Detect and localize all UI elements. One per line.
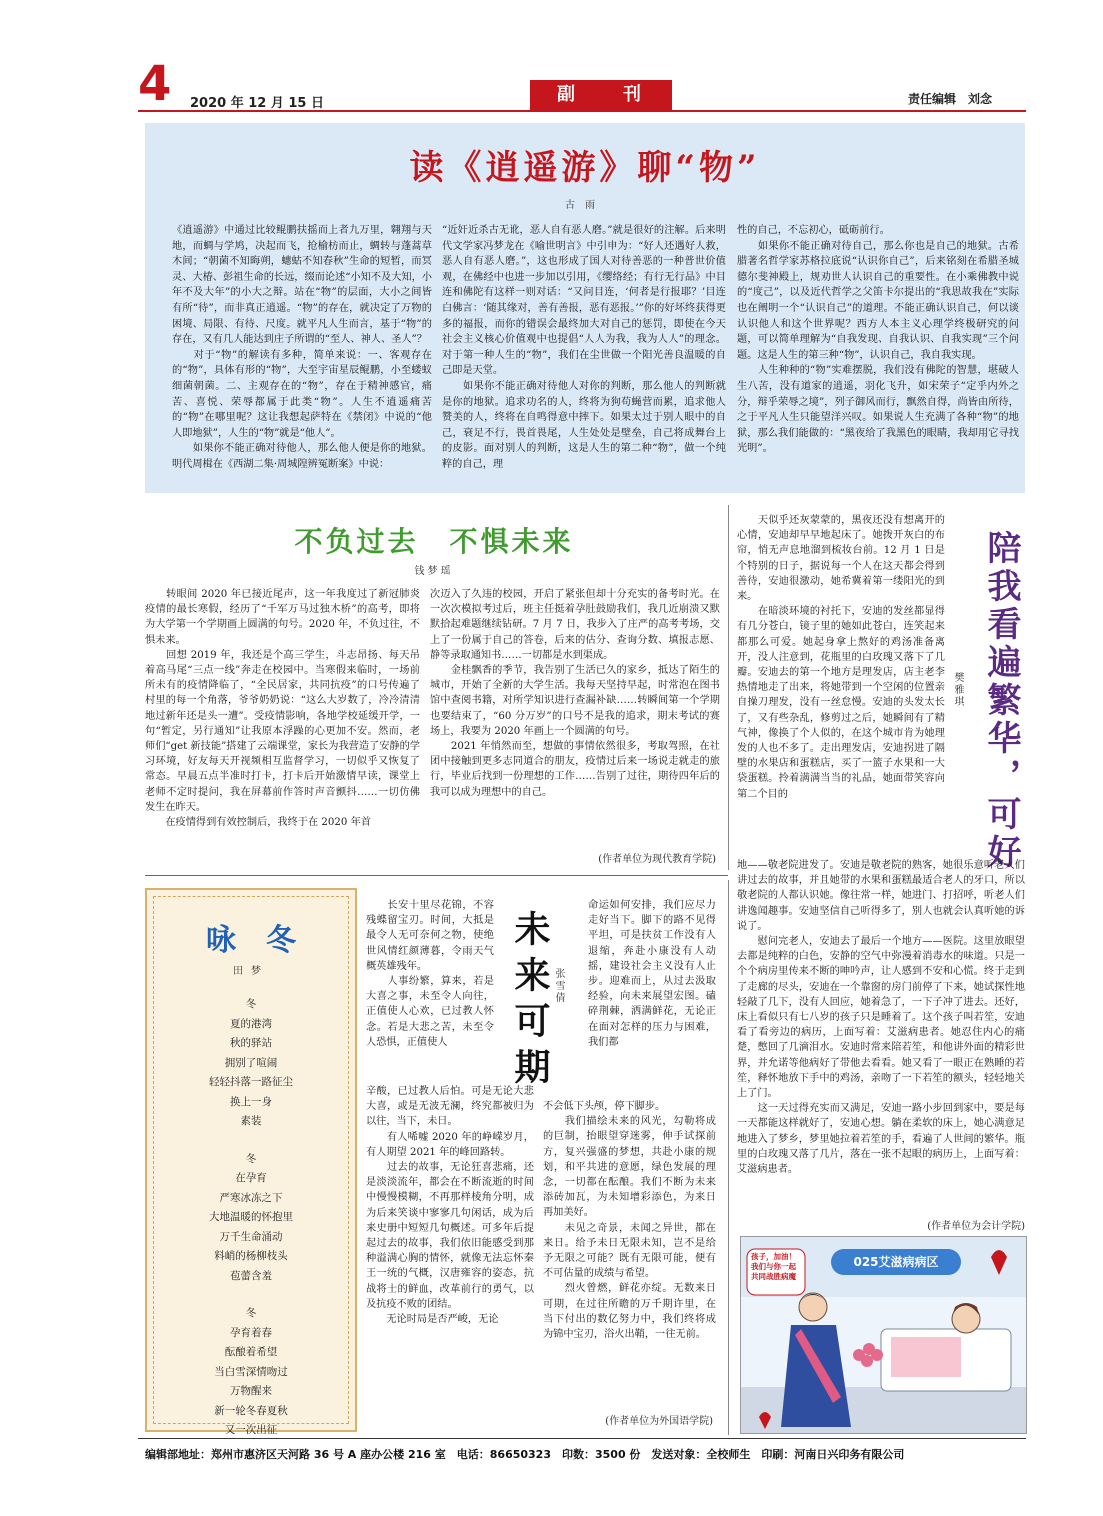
article-2-column-2: 次迈入了久违的校园，开启了紧张但却十分充实的备考时光。在一次次模拟考过后，班主任挺着孕肚鼓励我们，我几近崩溃又默默拾起难题继续钻研。7 月 7 日，我步入了庄严的高考考场，交上了一份属于自己的答卷，后来的估分、查询分数、填报志愿、静等录取通知书……一切都是水到渠成。 金桂飘香的季节，我告别了生活已久的家乡，抵达了陌生的城市，开始了全新的大学生活。我每天坚持早起，时常泡在图书馆中查阅书籍，对所学知识进行查漏补缺……转瞬间第一个学期也要结束了，“60 分万岁”的口号不是我的追求，期末考试的赛场上，我要为 2020 年画上一个圆满的句号。 2021 年悄然而至，想做的事情依然很多，考取驾照，在社团中接触到更多志同道合的朋友，疫情过后来一场说走就走的旅行，毕业后找到一份理想的工作……告别了过往，期待四年后的我可以成为理想中的自己。 — [430, 589, 720, 798]
article-3-affiliation: (作者单位为会计学院) — [927, 1221, 1025, 1232]
article-2-column-1: 转眼间 2020 年已接近尾声，这一年我度过了新冠肺炎疫情的最长寒假，经历了“千军万马过独木桥”的高考，即将为大学第一个学期画上圆满的句号。2020 年，不负过往，不惧未来。 回想 2019 年，我还是个高三学生，斗志昂扬、每天吊着高马尾“三点一线”奔走在校园中。当寒假来临时，一场前所未有的疫情降临了，“全民居家，共同抗疫”的口号传遍了村里的每一个角落，爷爷奶奶说：“这么大岁数了，冷冷清清地过新年还是头一遭”。受疫情影响，各地学校延缓开学，一句“暂定，另行通知”让我原本浮躁的心更加不安。然而，老师们“get 新技能”搭建了云端课堂，家长为我营造了安静的学习环境，好友每天开视频相互监督学习，一切似乎又恢复了常态。早晨五点半准时打卡，打卡后开始激情早读，课堂上老师不定时提问，我在屏幕前作答时声音颤抖……一切仿佛发生在昨天。 在疫情得到有效控制后，我终于在 2020 年首 — [145, 589, 420, 829]
poem-line: 秋的驿站 — [230, 1037, 272, 1049]
illustration-banner: 025艾滋病病区 — [853, 1255, 939, 1269]
article-1-title: 读《逍遥游》聊“物” — [409, 148, 761, 188]
poem-stanza — [145, 1150, 357, 1287]
article-4-column-1-top: 长安十里尽花锦，不容残蝶留宝刃。时间，大抵是最令人无可奈何之物，使绝世风情红颜薄暮，令雨天气概英雄残年。 人事纷繁，算来，若是大喜之事，未至令人向往，正值使人心欢，已过教人怀念。若是大悲之苦，未至令人恐惧，正值使人 — [366, 900, 494, 1048]
article-3-author: 樊雅琪 — [952, 672, 963, 708]
article-1-column-1: 《逍遥游》中通过比较鲲鹏扶摇而上者九万里，翱翔与天地，而蜩与学鸠，决起而飞，抢榆枋而止，蜩转与蓬蒿草木间；“朝菌不知晦朔，蟪蛄不知春秋”生命的短暂，而冥灵、大椿、彭祖生命的长远，缀而论述“小知不及大知，小年不及大年”的小大之辩。站在“物”的层面，大小之间皆有所“待”，而非真正逍遥。“物”的存在，就决定了万物的困境、局限、有待、尺度。就平凡人生而言，基于“物”的存在，又有几人能达到庄子所谓的“至人、神人、圣人”？ 对于“物”的解读有多种，简单来说：一、客观存在的“物”，具体有形的“物”，大至宇宙星辰鲲鹏，小至蝼蚁细菌朝菌。二、主观存在的“物”，存在于精神感官，痛苦、喜悦、荣辱都属于此类“物”。人生不逍遥痛苦的“物”在哪里呢？这让我想起萨特在《禁闭》中说的“他人即地狱”，人生的“物”就是“他人”。 如果你不能正确对待他人，那么他人便是你的地狱。明代周楫在《西湖二集·周城隍辨冤断案》中说： — [172, 225, 432, 470]
article-2-affiliation: (作者单位为现代教育学院) — [598, 854, 716, 865]
poem-line: 拥别了喧闹 — [224, 1056, 278, 1069]
poem-line: 轻轻抖落一路征尘 — [209, 1076, 293, 1088]
poem-line: 严寒冰冻之下 — [219, 1191, 283, 1204]
column-divider — [728, 505, 729, 870]
section-banner: 副 刊 — [530, 80, 672, 110]
poem-author: 田梦 — [233, 966, 269, 977]
poem-line: 新一轮冬春夏秋 — [214, 1404, 288, 1417]
article-4-column-2-top: 命运如何安排，我们应尽力走好当下。脚下的路不见得平坦，可是扶贫工作没有人退缩，奔赴小康没有人动摇，建设社会主义没有人止步。迎难而上，从过去汲取经验，向未来展望宏图。磕碎荆棘，洒满鲜花，无论正在面对怎样的压力与困难，我们都 — [588, 900, 716, 1048]
footer-imprint: 编辑部地址：郑州市惠济区天河路 36 号 A 座办公楼 216 室 电话：86650323 印数：3500 份 发送对象：全校师生 印刷：河南日兴印务有限公司 — [145, 1448, 905, 1461]
poem-line: 万物醒来 — [230, 1385, 272, 1397]
article-1-column-2: “近奸近杀古无讹，恶人自有恶人磨。”就是很好的注解。后来明代文学家冯梦龙在《喻世明言》中引申为：“好人还遇好人救，恶人自有恶人磨。”，这也形成了国人对待善恶的一种普世价值观，在佛经中也进一步加以引用，《缨络经；有行无行品》中目连和佛陀有这样一则对话：“又问目连，‘何者是行报耶？’目连白佛言：‘随其缘对，善有善报，恶有恶报。’”你的好坏终获得更多的福报，而你的错误会最终加大对自己的惩罚，即使在今天社会主义核心价值观中也提倡“人人为我，我为人人”的理念。对于第一种人生的“物”，我们在尘世做一个阳光善良温暖的自己即是天堂。 如果你不能正确对待他人对你的判断，那么他人的判断就是你的地狱。追求功名的人，终将为狗苟蝇营而累，追求他人赞美的人，终将在自鸣得意中摔下。如果太过于别人眼中的自己，衰足不行，畏首畏尾，人生处处是壁垒，自己将成舞台上的皮影。面对别人的判断，这是人生的第二种“物”，做一个纯粹的自己，理 — [442, 225, 726, 470]
article-2-title: 不负过去 不惧未来 — [294, 525, 574, 558]
poem-stanza — [145, 1304, 357, 1441]
poem-line: 换上一身 — [230, 1095, 272, 1108]
article-3-title: 陪我看遍繁华，可好 — [981, 530, 1021, 872]
article-4-column-2-bottom: 不会低下头颅，停下脚步。 我们描绘未来的风光，勾勒将成的巨制，抬眼望穿迷雾，伸手试探前方，复兴强盛的梦想，共赴小康的规划，和平共进的意愿，绿色发展的理念，一切都在酝酿。我们不断为未来添砖加瓦，为未知增彩添色，为来日再加美好。 未见之奇景，未闻之异世，都在来日。给予未日无限未知，岂不是给予无限之可能？既有无限可能，便有不可估量的成绩与希望。 烈火曾燃，鲜花亦绽。无数来日可期，在过往所瞻的万千期许里，在当下付出的数亿努力中，我们终将成为锦中宝刃，浴火出鞘，一往无前。 — [543, 1101, 716, 1341]
poem-line: 酝酿着希望 — [224, 1346, 278, 1358]
hospital-illustration — [740, 1236, 1027, 1434]
article-3-column-bottom: 地——敬老院进发了。安迪是敬老院的熟客，她很乐意听老人们讲过去的故事，并且她带的水果和蛋糕最适合老人的牙口，所以敬老院的人都认识她。像往常一样，她进门、打招呼，听老人们讲逸闻趣事。安迪坚信自己听得多了，别人也就会认真听她的诉说了。 慰问完老人，安迪去了最后一个地方——医院。这里放眼望去都是纯粹的白色，安静的空气中弥漫着消毒水的味道。只是一个个病房里传来不断的呻吟声，让人感到不安和心慌。终于走到了走廊的尽头，安迪在一个靠窗的房门前停了下来，她试探性地轻敲了几下，没有人回应，她着急了，一下子冲了进去。还好，床上看似只有七八岁的孩子只是睡着了。这个孩子叫若笙，安迪看了看旁边的病历，上面写着：艾滋病患者。她忍住内心的痛楚，憋回了几滴泪水。安迪时常来陪若笙，和他讲外面的精彩世界，并允诺等他病好了带他去看看。她又看了一眼正在熟睡的若笙，释怀地放下手中的鸡汤，亲吻了一下若笙的额头，轻轻地关上了门。 这一天过得充实而又满足，安迪一路小步回到家中，要是每一天都能这样就好了，安迪心想。躺在柔软的床上，她心满意足地进入了梦乡，梦里她拉着若笙的手，看遍了人世间的繁华。瓶里的白玫瑰又落了几片，落在一张不起眼的病历上，上面写着：艾滋病患者。 — [737, 860, 1025, 1176]
footer-rule — [138, 1438, 1026, 1439]
poem-title: 咏 冬 — [206, 923, 296, 958]
poem-line: 孕育着春 — [230, 1326, 272, 1339]
article-4-affiliation: (作者单位为外国语学院) — [605, 1416, 713, 1427]
poem-line: 大地温暖的怀抱里 — [209, 1211, 293, 1223]
poem-line: 素装 — [240, 1115, 262, 1127]
page-number: 4 — [138, 56, 172, 112]
article-4-column-1-bottom: 辛酸，已过教人后怕。可是无论大悲大喜，或是无波无澜，终究都被归为以往，当下，未日。 有人唏嘘 2020 年的峥嵘岁月，有人期望 2021 年的峰回路转。 过去的故事，无论狂喜悲痛，还是淡淡流年，都会在不断流逝的时间中慢慢模糊，不再那样棱角分明，成为后来笑谈中寥寥几句闲话，成为后来史册中短短几句概述。可多年后提起过去的故事，我们依旧能感受到那种溢满心胸的情怀，就像无法忘怀秦王一统的气概，汉唐雍容的姿态，抗战将士的鲜血，改革前行的勇气，以及抗疫不败的团结。 无论时局是否严峻，无论 — [366, 1086, 534, 1326]
poem-line: 料峭的杨柳枝头 — [214, 1250, 288, 1262]
poem-line: 又一次出征 — [224, 1424, 278, 1436]
poem-line: 在孕育 — [235, 1172, 267, 1184]
poem-line: 冬 — [245, 998, 257, 1010]
poem-body — [145, 995, 357, 1459]
issue-date: 2020 年 12 月 15 日 — [190, 96, 324, 111]
editor-credit: 责任编辑 刘念 — [908, 92, 993, 106]
article-3-column-top: 天似乎还灰蒙蒙的，黑夜还没有想离开的心情，安迪却早早地起床了。她拨开灰白的布帘，悄无声息地溜到梳妆台前。12 月 1 日是个特别的日子，据说每一个人在这天都会得到善待，安迪很激动，她希冀着第一缕阳光的到来。 在暗淡环境的衬托下，安迪的发丝都显得有几分苍白，镜子里的她如此苍白，连笑起来都那么可爱。她起身拿上熬好的鸡汤准备离开，没人注意到，花瓶里的白玫瑰又落下了几瓣。安迪去的第一个地方是理发店，店主老李热情地走了出来，将她带到一个空闲的位置亲自操刀理发，没有一丝怠慢。安迪的头发太长了，又有些杂乱，修剪过之后，她瞬间有了精气神，像换了个人似的，在这个城市肯为她理发的人也不多了。走出理发店，安迪拐进了隔壁的水果店和蛋糕店，买了一篮子水果和一大袋蛋糕。拎着满满当当的礼品，她面带笑容向第二个目的 — [737, 515, 945, 800]
section-rule — [145, 875, 728, 876]
article-4-author: 张雪倩 — [553, 968, 564, 1004]
article-4-title: 未来可期 — [509, 910, 551, 1094]
poem-line: 冬 — [245, 1307, 257, 1319]
article-2-author: 钱梦瑶 — [414, 566, 454, 577]
poem-stanza — [145, 995, 357, 1132]
poem-line: 万千生命涌动 — [219, 1230, 283, 1243]
poem-line: 冬 — [245, 1152, 257, 1165]
masthead-rule — [138, 110, 1026, 112]
article-1-author: 古雨 — [565, 200, 605, 211]
column-divider-lower — [728, 880, 729, 1435]
poem-line: 苞蕾含羞 — [230, 1269, 272, 1282]
article-1-column-3: 性的自己，不忘初心，砥砺前行。 如果你不能正确对待自己，那么你也是自己的地狱。古希腊著名哲学家苏格拉底说“认识你自己”，后来铭刻在希腊圣城德尔斐神殿上，规劝世人认识自己的重要性。在小乘佛教中说的“度己”，以及近代哲学之父笛卡尔提出的“我思故我在”实际也在阐明一个“认识自己”的道理。不能正确认识自己，何以谈认识他人和这个世界呢？西方人本主义心理学终极研究的问题，可以简单理解为“自我发现、自我认识、自我实现”三个问题。这是人生的第三种“物”，认识自己，我自我实现。 人生种种的“物”实难摆脱，我们没有佛陀的智慧，堪破人生八苦，没有道家的逍遥，羽化飞升，如宋荣子“定乎内外之分，辩乎荣辱之境”，列子御风而行，飘然自得，尚皆由所待，之于平凡人生只能望洋兴叹。如果说人生充满了各种“物”的地狱，那么我们能做的：“黑夜给了我黑色的眼睛，我却用它寻找光明”。 — [737, 225, 1019, 455]
poem-line: 当白雪深情吻过 — [214, 1365, 288, 1378]
illustration-bubble: 孩子，加油！我们与你一起共同战胜病魔 — [751, 1252, 796, 1281]
poem-line: 夏的港湾 — [230, 1017, 272, 1030]
